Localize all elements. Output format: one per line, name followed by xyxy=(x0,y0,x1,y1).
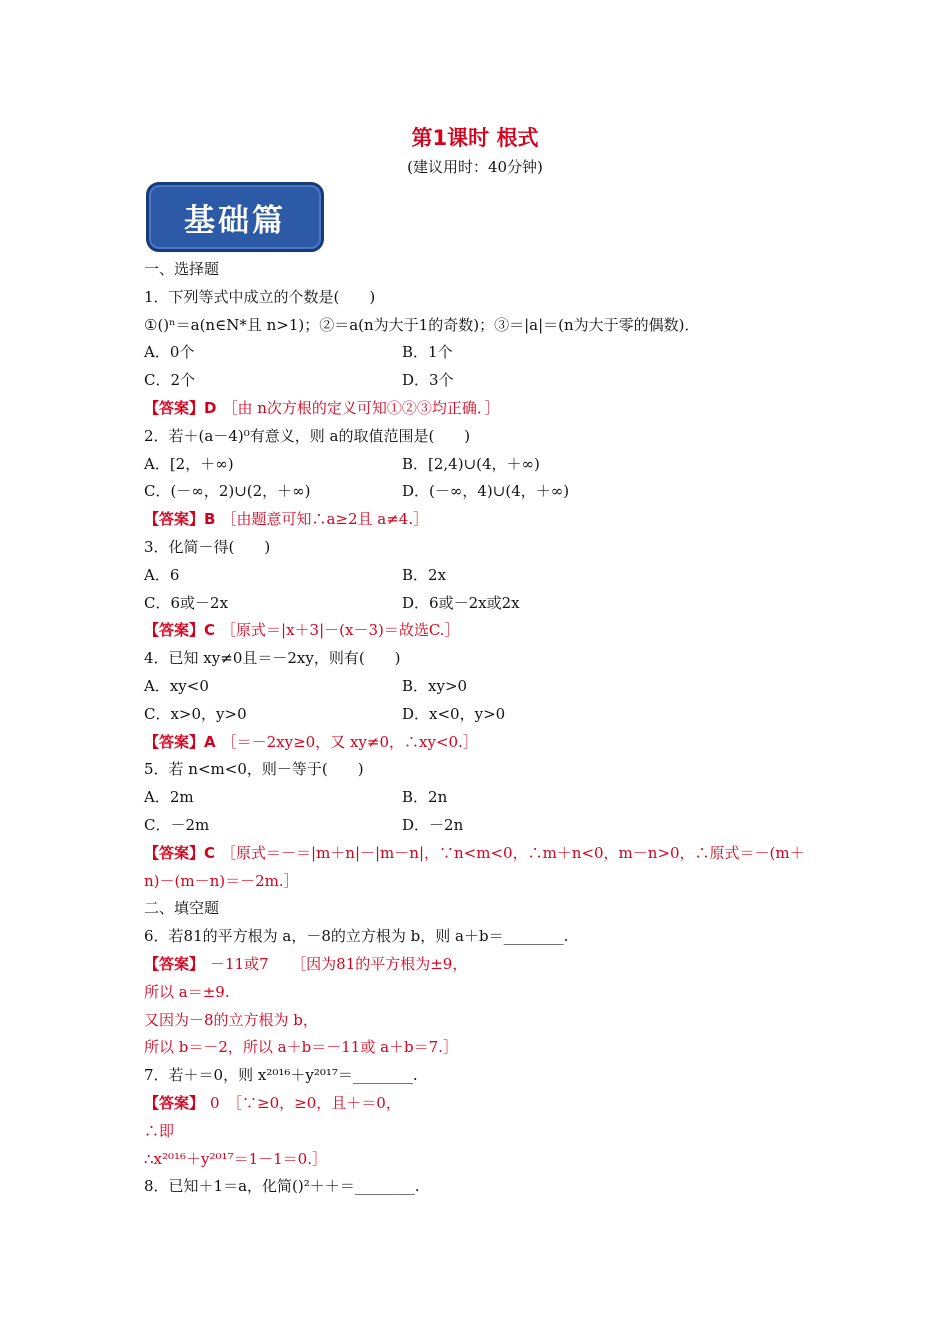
option-right: B．xy>0 xyxy=(402,676,468,695)
option-right: D．6或－2x或2x xyxy=(402,593,520,612)
option-right: B．1个 xyxy=(402,343,453,362)
option-row xyxy=(144,590,824,618)
answer-continuation: 所以 b＝－2，所以 a＋b＝－11或 a＋b＝7.］ xyxy=(144,1038,458,1057)
question-line: 4．已知 xy≠0且＝－2xy，则有( ) xyxy=(144,649,401,668)
answer-text: ［原式＝|x＋3|－(x－3)＝故选C.］ xyxy=(221,621,460,640)
option-right: D．(－∞，4)∪(4，＋∞) xyxy=(402,482,570,501)
question-line: 7．若＋＝0，则 x²⁰¹⁶＋y²⁰¹⁷＝________. xyxy=(144,1066,418,1085)
time-suggestion: (建议用时：40分钟) xyxy=(407,158,543,176)
answer-text: ［原式＝－＝|m＋n|－|m－n|，∵n<m<0，∴m＋n<0，m－n>0，∴原式＝－(m＋ xyxy=(221,843,805,862)
answer-tag: 【答案】 xyxy=(144,1093,205,1112)
section-badge: 基础篇 xyxy=(146,182,324,252)
option-left: C．6或－2x xyxy=(144,593,229,612)
question-line: 2．若＋(a－4)⁰有意义，则 a的取值范围是( ) xyxy=(144,426,471,445)
question-line: 6．若81的平方根为 a，－8的立方根为 b，则 a＋b＝________. xyxy=(144,927,569,946)
answer-continuation: ∴即 xyxy=(144,1121,175,1140)
option-row xyxy=(144,451,824,479)
option-row xyxy=(144,701,824,729)
option-left: A．6 xyxy=(144,565,180,584)
question-content xyxy=(144,256,824,1201)
option-left: A．0个 xyxy=(144,343,195,362)
option-row xyxy=(144,673,824,701)
question-line: ①()ⁿ＝a(n∈N*且 n>1)；②＝a(n为大于1的奇数)；③＝|a|＝(n为大于零的偶数)． xyxy=(144,315,700,334)
answer-text: ［由题意可知∴a≥2且 a≠4.］ xyxy=(221,510,429,529)
answer-text: ［＝－2xy≥0，又 xy≠0，∴xy<0.］ xyxy=(221,732,478,751)
option-row xyxy=(144,339,824,367)
option-row xyxy=(144,367,824,395)
option-left: C．(－∞，2)∪(2，＋∞) xyxy=(144,482,311,501)
answer-tag: 【答案】A xyxy=(144,732,216,751)
option-right: D．－2n xyxy=(402,815,464,834)
option-row xyxy=(144,784,824,812)
option-row xyxy=(144,812,824,840)
option-left: A．2m xyxy=(144,788,194,807)
question-line: 1．下列等式中成立的个数是( ) xyxy=(144,287,376,306)
page-title: 第1课时 根式 xyxy=(411,126,539,150)
option-right: B．2n xyxy=(402,788,448,807)
option-left: A．[2，＋∞) xyxy=(144,454,234,473)
answer-tag: 【答案】D xyxy=(144,398,217,417)
answer-line xyxy=(144,951,824,979)
answer-text: ［由 n次方根的定义可知①②③均正确．］ xyxy=(222,398,500,417)
question-line: 5．若 n<m<0，则－等于( ) xyxy=(144,760,364,779)
answer-continuation: n)－(m－n)＝－2m.］ xyxy=(144,871,299,890)
question-line: 一、选择题 xyxy=(144,260,220,278)
option-left: A．xy<0 xyxy=(144,676,209,695)
answer-line xyxy=(144,395,824,423)
answer-continuation: ∴x²⁰¹⁶＋y²⁰¹⁷＝1－1＝0.］ xyxy=(144,1149,327,1168)
option-row xyxy=(144,562,824,590)
option-left: C．2个 xyxy=(144,371,196,390)
answer-tag: 【答案】C xyxy=(144,621,216,640)
answer-line xyxy=(144,840,824,868)
answer-text: 0 ［∵≥0，≥0，且＋＝0， xyxy=(210,1093,401,1112)
answer-line xyxy=(144,617,824,645)
option-left: C．x>0，y>0 xyxy=(144,704,247,723)
option-right: B．2x xyxy=(402,565,447,584)
option-right: D．x<0，y>0 xyxy=(402,704,506,723)
option-right: B．[2,4)∪(4，＋∞) xyxy=(402,454,540,473)
question-line: 8．已知＋1＝a，化简()²＋＋＝________. xyxy=(144,1177,420,1196)
answer-line xyxy=(144,1090,824,1118)
option-left: C．－2m xyxy=(144,815,210,834)
answer-line xyxy=(144,729,824,757)
answer-tag: 【答案】C xyxy=(144,843,216,862)
answer-continuation: 又因为－8的立方根为 b， xyxy=(144,1010,318,1029)
answer-tag: 【答案】B xyxy=(144,510,216,529)
answer-text: －11或7 ［因为81的平方根为±9， xyxy=(210,954,468,973)
question-line: 二、填空题 xyxy=(144,899,220,918)
option-row xyxy=(144,478,824,506)
answer-line xyxy=(144,506,824,534)
question-line: 3．化简－得( ) xyxy=(144,537,271,556)
answer-continuation: 所以 a＝±9. xyxy=(144,982,230,1001)
answer-tag: 【答案】 xyxy=(144,954,205,973)
option-right: D．3个 xyxy=(402,371,454,390)
